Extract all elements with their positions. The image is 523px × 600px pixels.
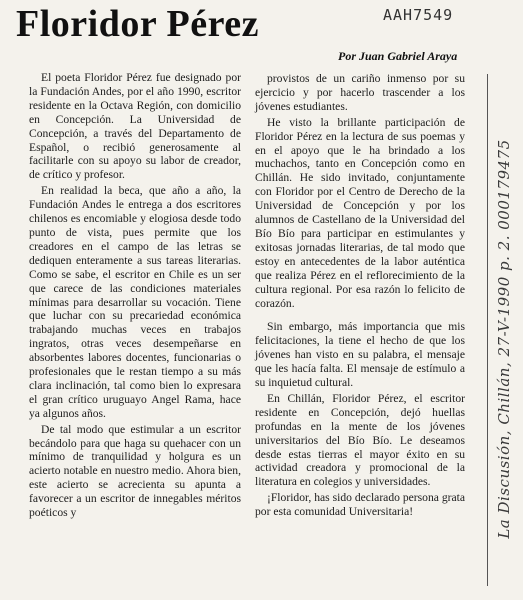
article-title: Floridor Pérez	[16, 3, 259, 45]
paragraph: De tal modo que estimular a un escritor becándolo para que haga su quehacer con un mínimo de tranquilidad y holgura es un acierto notable en nuestro medio. Ahora bien, este acierto se acrecienta su apunta a favorecer a un escritor de innegables méritos poéticos y	[29, 422, 241, 520]
right-column	[255, 72, 465, 521]
left-column	[29, 71, 241, 522]
paragraph: El poeta Floridor Pérez fue designado por la Fundación Andes, por el año 1990, escritor residente en la Octava Región, con domicilio en Concepción. La Universidad de Concepción, a través del Departamento de Español, o recibió generosamente al facilitarle con su apoyo su labor de creador, de crítico y profesor.	[29, 71, 241, 182]
paragraph: En realidad la beca, que año a año, la Fundación Andes le entrega a dos escritores chilenos es encomiable y elogiosa desde todo punto de vista, pues permite que los creadores en el campo de las letras se dediquen enteramente a sus tareas literarias. Como se sabe, el escritor en Chile es un ser que carece de las condiciones materiales mínimas para desarrollar su vocación. Tiene que luchar con su precariedad económica trabajando muchas veces en trabajos ingratos, otras veces desempeñarse en absorbentes labores docentes, funcionarias o profesionales que le restan tiempo a su más clara inclinación, tal como bien lo expresara el gran crítico uruguayo Angel Rama, hace ya algunos años.	[29, 184, 241, 420]
paragraph: He visto la brillante participación de Floridor Pérez en la lectura de sus poemas y en el apoyo que le ha brindado a los muchachos, tanto en Concepción como en Chillán. He sido invitado, conjuntamente con Floridor por el Centro de Derecho de la Universidad de Concepción y por los alumnos de Castellano de la Universidad del Bío Bío para participar en estimulantes y exitosas jornadas literarias, de tal modo que estoy en antecedentes de la labor auténtica que realiza Pérez en el reflorecimiento de la cultura regional. Por esa razón lo felicito de corazón.	[255, 115, 465, 310]
paragraph: En Chillán, Floridor Pérez, el escritor residente en Concepción, dejó huellas profundas en la mente de los jóvenes universitarios del Bío Bío. Le deseamos desde estas tierras el mayor éxito en su actividad creadora y promocional de la literatura en colegios y universidades.	[255, 391, 465, 489]
paragraph: Sin embargo, más importancia que mis felicitaciones, la tiene el hecho de que los jóvenes han visto en su palabra, el mensaje que les hacía falta. El mensaje de estímulo a su inquietud cultural.	[255, 320, 465, 390]
paragraph: ¡Floridor, has sido declarado persona grata por esta comunidad Universitaria!	[255, 491, 465, 519]
archive-code: AAH7549	[383, 6, 454, 24]
source-note-text: La Discusión, Chillán, 27-V-1990 p. 2. 000179475	[495, 139, 513, 539]
margin-divider	[487, 74, 488, 586]
handwritten-source-note	[492, 70, 516, 590]
paragraph: provistos de un cariño inmenso por su ejercicio y por hacerlo trascender a los jóvenes estudiantes.	[255, 72, 465, 113]
byline: Por Juan Gabriel Araya	[338, 49, 458, 63]
